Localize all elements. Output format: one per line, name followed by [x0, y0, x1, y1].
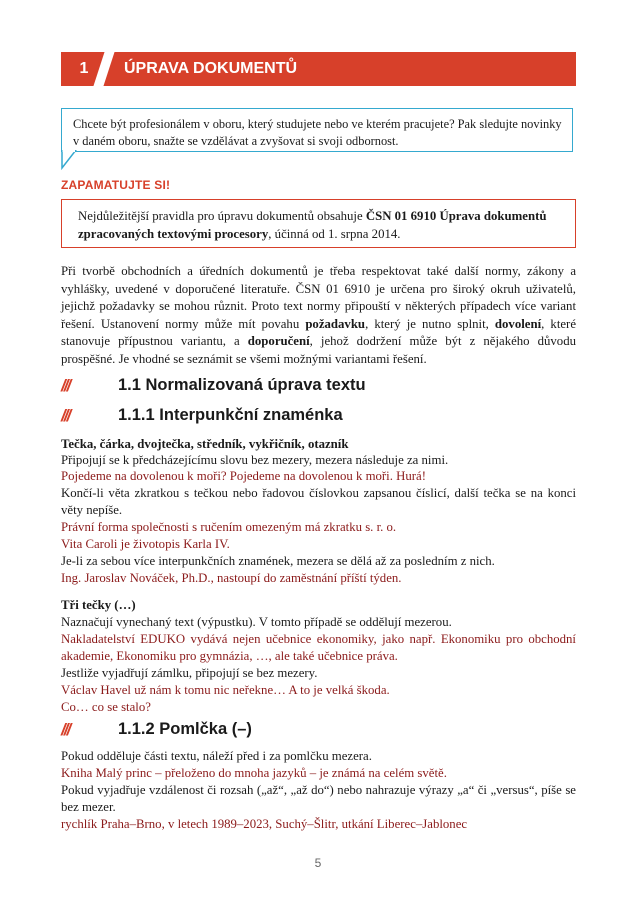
subsection-title: Tři tečky (…) — [61, 598, 136, 612]
chapter-number: 1 — [61, 52, 107, 86]
example-text: Právní forma společnosti s ručením omezeným má zkratku s. r. o. — [61, 520, 397, 534]
body-bold-3: doporučení — [247, 334, 310, 349]
body-text-4: , jehož dodržení může být z nějakého důvodu prospěšné. Je vhodné se seznámit se všemi možnými variantami řešení. — [61, 334, 577, 366]
body-text-3: , které stanovuje přípustnou variantu, a — [61, 316, 576, 349]
intro-text: Chcete být profesionálem v oboru, který studujete nebo ve kterém pracujete? Pak sledujte novinky v daném oboru, snažte se vzdělávat a zvyšovat si svoji odbornost. — [73, 117, 562, 148]
rule-text: Připojují se k předcházejícímu slovu bez mezery, mezera následuje za nimi. — [61, 453, 449, 467]
rule-text: Je-li za sebou více interpunkčních znamének, mezera se dělá až za posledním z nich. — [61, 554, 495, 568]
body-bold-1: požadavku — [305, 316, 366, 331]
remember-text-pre: Nejdůležitější pravidla pro úpravu dokumentů obsahuje — [78, 209, 366, 223]
remember-box — [61, 199, 576, 248]
callout-tail-icon — [60, 150, 80, 170]
remember-label: ZAPAMATUJTE SI! — [61, 178, 171, 192]
body-bold-2: dovolení — [494, 316, 542, 331]
remember-text-post: , účinná od 1. srpna 2014. — [268, 227, 401, 241]
heading-slashes-icon: /// — [61, 406, 70, 425]
heading-text: 1.1.2 Pomlčka (–) — [118, 720, 252, 738]
body-text-2: , který je nutno splnit, — [365, 316, 495, 331]
example-text: Václav Havel už nám k tomu nic neřekne… A to je velká škoda. — [61, 683, 390, 697]
example-text: Pojedeme na dovolenou k moři? Pojedeme na dovolenou k moři. Hurá! — [61, 469, 426, 483]
rule-text: Pokud vyjadřuje vzdálenost či rozsah („až“, „až do“) nebo nahrazuje výrazy „a“ či „versus“, píše se bez mezer. — [61, 783, 576, 814]
example-text: Vita Caroli je životopis Karla IV. — [61, 537, 230, 551]
remember-text-bold: ČSN 01 6910 Úprava dokumentů zpracovaných textovými procesory — [78, 209, 547, 241]
chapter-title: ÚPRAVA DOKUMENTŮ — [124, 60, 298, 77]
heading-text: 1.1 Normalizovaná úprava textu — [118, 376, 366, 394]
rule-text: Pokud odděluje části textu, náleží před i za pomlčku mezera. — [61, 749, 372, 763]
subsection-title: Tečka, čárka, dvojtečka, středník, vykřičník, otazník — [61, 437, 349, 451]
heading-text: 1.1.1 Interpunkční znaménka — [118, 406, 343, 424]
heading-slashes-icon: /// — [61, 720, 70, 739]
heading-slashes-icon: /// — [61, 376, 70, 395]
intro-callout — [61, 108, 573, 152]
rule-text: Naznačují vynechaný text (výpustku). V tomto případě se oddělují mezerou. — [61, 615, 452, 629]
chapter-header — [61, 52, 576, 86]
example-text: Ing. Jaroslav Nováček, Ph.D., nastoupí do zaměstnání příští týden. — [61, 571, 402, 585]
rule-text: Končí-li věta zkratkou s tečkou nebo řadovou číslovkou zapsanou číslicí, další tečka se na konci věty nepíše. — [61, 486, 576, 517]
example-text: Nakladatelství EDUKO vydává nejen učebnice ekonomiky, jako např. Ekonomiku pro obchodní akademie, Ekonomiku pro gymnázia, …, ale také učebnice práva. — [61, 632, 576, 663]
page-number: 5 — [314, 856, 322, 870]
example-text: Co… co se stalo? — [61, 700, 151, 714]
example-text: Kniha Malý princ – přeloženo do mnoha jazyků – je známá na celém světě. — [61, 766, 447, 780]
body-paragraph — [61, 263, 576, 369]
example-text: rychlík Praha–Brno, v letech 1989–2023, Suchý–Šlitr, utkání Liberec–Jablonec — [61, 817, 468, 831]
body-text-1: Při tvorbě obchodních a úředních dokumentů je třeba respektovat také další normy, zákony a vyhlášky, uvedené v doporučené literatuře. ČSN 01 6910 je určena pro široký okruh uživatelů, jejichž požadavky se mohou různit. Proto text normy připouští v některých případech více variant řešení. Ustanovení normy může mít povahu — [61, 264, 576, 331]
rule-text: Jestliže vyjadřují zámlku, připojují se bez mezery. — [61, 666, 318, 680]
